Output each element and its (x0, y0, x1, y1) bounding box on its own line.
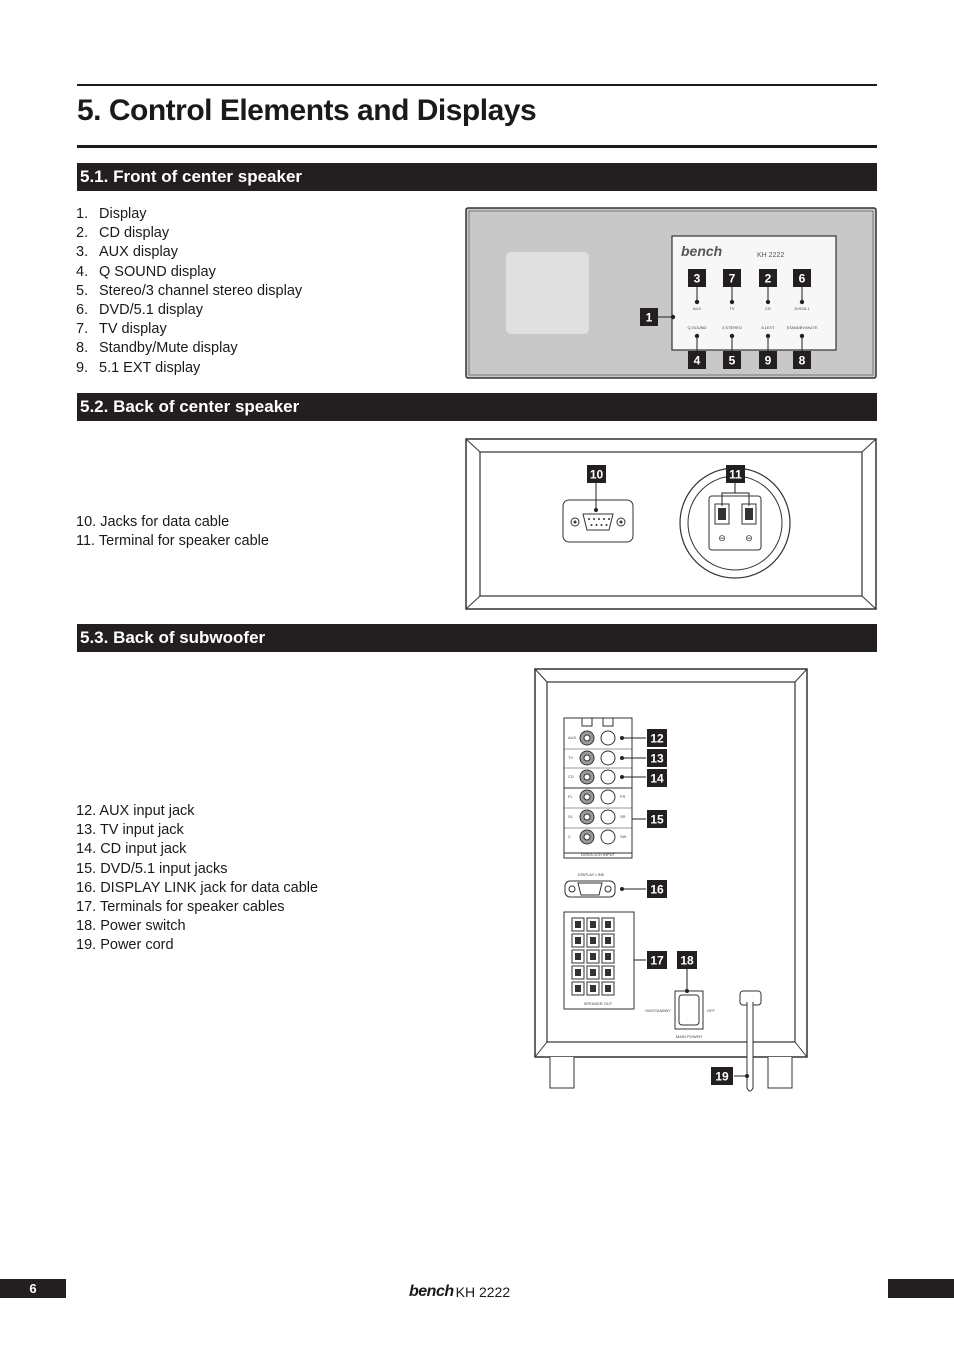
list-item: 17. Terminals for speaker cables (76, 898, 285, 915)
callout-badge-9 (759, 351, 777, 369)
list-item: 4. Q SOUND display (76, 263, 216, 280)
callout-badge-8 (793, 351, 811, 369)
list-item: 16. DISPLAY LINK jack for data cable (76, 879, 319, 896)
minus-right-icon: ⊖ (745, 534, 753, 544)
section-heading-front: 5.1. Front of center speaker (77, 163, 877, 191)
label-on-standby: ON/STANDBY (645, 1008, 671, 1013)
back-center-figure (465, 438, 877, 610)
minus-left-icon: ⊖ (718, 534, 726, 544)
callout-badge-6 (793, 269, 811, 287)
list-item: 8. Standby/Mute display (76, 340, 238, 357)
label-dvd-input: DVD/5.1CH INPUT (580, 852, 616, 857)
callout-badge-5 (723, 351, 741, 369)
section-heading-subwoofer: 5.3. Back of subwoofer (77, 624, 877, 652)
page-title: 5. Control Elements and Displays (77, 94, 537, 127)
svg-text:7: 7 (728, 271, 736, 286)
svg-text:1: 1 (645, 310, 653, 325)
svg-text:13: 13 (650, 751, 664, 766)
front-speaker-figure (465, 207, 877, 380)
callout-badge-16 (647, 880, 667, 898)
callout-badge-17 (647, 951, 667, 969)
label-c: C (568, 834, 571, 839)
label-sw: SW (620, 834, 627, 839)
section-heading-back-center: 5.2. Back of center speaker (77, 393, 877, 421)
svg-text:18: 18 (680, 953, 694, 968)
panel-model: KH 2222 (757, 252, 785, 259)
list-item: 2. CD display (76, 225, 170, 242)
list-item: 9. 5.1 EXT display (76, 359, 201, 376)
title-underline (77, 145, 877, 148)
list-item: 11. Terminal for speaker cable (76, 533, 269, 550)
label-qsound: Q-SOUND (687, 325, 707, 330)
page-number: 6 (0, 1279, 66, 1298)
label-cd: CD (765, 306, 771, 311)
label-aux: AUX (692, 306, 702, 311)
svg-text:17: 17 (650, 953, 664, 968)
list-item: 19. Power cord (76, 937, 174, 954)
callout-badge-12 (647, 729, 667, 747)
callout-badge-18 (677, 951, 697, 969)
callout-badge-14 (647, 769, 667, 787)
bench-logo: bench (409, 1283, 454, 1300)
list-item: 6. DVD/5.1 display (76, 301, 203, 318)
panel-logo: bench (681, 243, 723, 259)
label-sl: SL (568, 814, 573, 819)
svg-text:2: 2 (764, 271, 772, 286)
label-dvd: DVD/5.1 (794, 306, 810, 311)
list-item: 14. CD input jack (76, 841, 187, 858)
subwoofer-items-list (76, 802, 318, 956)
svg-text:15: 15 (650, 812, 664, 827)
back-center-items-list (76, 513, 269, 551)
list-item: 3. AUX display (76, 244, 178, 261)
list-item: 15. DVD/5.1 input jacks (76, 860, 228, 877)
list-item: 5. Stereo/3 channel stereo display (76, 282, 303, 299)
label-aux-in: AUX (568, 735, 577, 740)
footer-right-bar (888, 1279, 954, 1298)
svg-text:10: 10 (589, 467, 604, 482)
label-tv: TV (729, 306, 735, 311)
callout-badge-2 (759, 269, 777, 287)
label-off: OFF (707, 1008, 715, 1013)
label-tv-in: TV (568, 755, 574, 760)
list-item: 7. TV display (76, 321, 167, 338)
label-sr: SR (620, 814, 626, 819)
list-item: 13. TV input jack (76, 822, 184, 839)
list-item: 12. AUX input jack (76, 803, 195, 819)
svg-text:12: 12 (650, 731, 664, 746)
list-item: 1. Display (76, 206, 147, 222)
subwoofer-figure (534, 668, 808, 1094)
label-51ext: 5.1EXT (761, 325, 775, 330)
footer-brand (409, 1281, 510, 1303)
callout-badge-10 (587, 465, 606, 483)
speaker-window (506, 252, 589, 334)
label-display-link: DISPLAY LINK (577, 872, 605, 877)
callout-badge-7 (723, 269, 741, 287)
svg-text:14: 14 (650, 771, 664, 786)
callout-badge-3 (688, 269, 706, 287)
callout-badge-11 (726, 465, 745, 483)
list-item: 18. Power switch (76, 918, 186, 935)
label-standby: STANDBY/MUTE (786, 325, 818, 330)
callout-badge-4 (688, 351, 706, 369)
footer-model: KH 2222 (455, 1284, 511, 1300)
svg-text:11: 11 (729, 467, 742, 482)
label-fl: FL (568, 794, 573, 799)
svg-text:19: 19 (715, 1069, 729, 1084)
svg-text:16: 16 (650, 882, 664, 897)
svg-text:9: 9 (764, 353, 772, 368)
svg-text:8: 8 (798, 353, 806, 368)
callout-badge-19 (711, 1067, 733, 1085)
label-cd-in: CD (568, 774, 574, 779)
top-rule (77, 84, 877, 86)
label-fr: FR (620, 794, 626, 799)
front-items-list (76, 205, 302, 378)
svg-text:6: 6 (798, 271, 806, 286)
label-main-power: MAIN POWER (675, 1034, 703, 1039)
callout-badge-15 (647, 810, 667, 828)
callout-badge-1 (640, 308, 658, 326)
svg-text:3: 3 (693, 271, 701, 286)
svg-text:5: 5 (728, 353, 736, 368)
callout-badge-13 (647, 749, 667, 767)
svg-text:4: 4 (693, 353, 701, 368)
label-3stereo: 3 STEREO (722, 325, 742, 330)
label-speaker-out: SPEAKER OUT (583, 1001, 613, 1006)
list-item: 10. Jacks for data cable (76, 514, 230, 530)
